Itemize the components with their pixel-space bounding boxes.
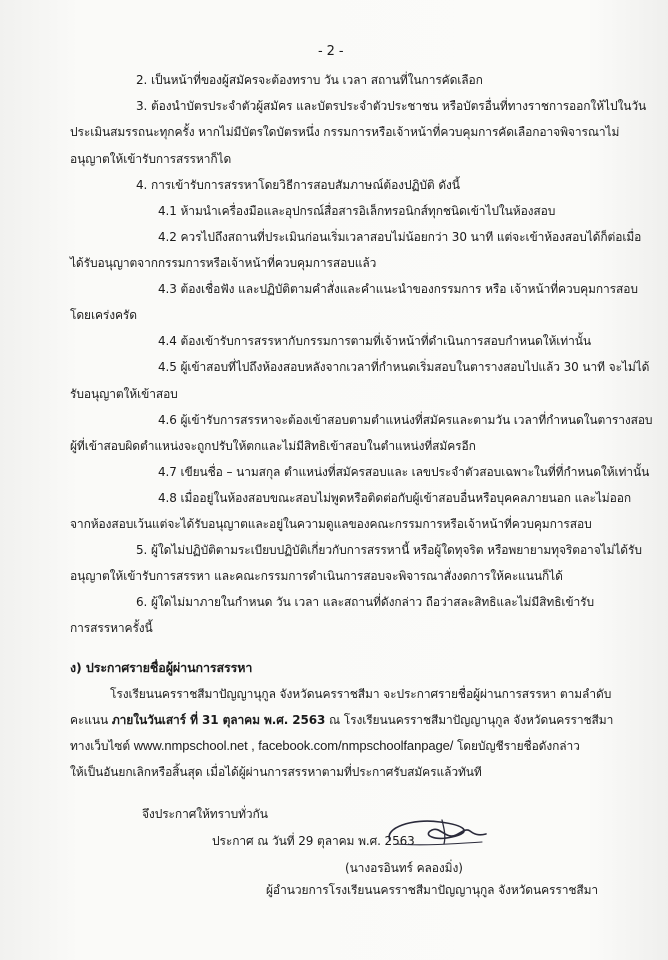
item-6-line-2: การสรรหาครั้งนี้ xyxy=(70,621,153,635)
item-4: 4. การเข้ารับการสรรหาโดยวิธีการสอบสัมภาษณ์ต้องปฏิบัติ ดังนี้ xyxy=(136,178,460,192)
sub-4-8-line-2: จากห้องสอบเว้นแต่จะได้รับอนุญาตและอยู่ในความดูแลของคณะกรรมการหรือเจ้าหน้าที่ควบคุมการสอบ xyxy=(70,517,592,531)
sub-4-3-line-2: โดยเคร่งครัด xyxy=(70,308,137,322)
section-ng-line-1: โรงเรียนนครราชสีมาปัญญานุกูล จังหวัดนครราชสีมา จะประกาศรายชื่อผู้ผ่านการสรรหา ตามลำดับ xyxy=(110,687,612,701)
closing-notice: จึงประกาศให้ทราบทั่วกัน xyxy=(142,807,268,821)
item-3-line-2: ประเมินสมรรถนะทุกครั้ง หากไม่มีบัตรใดบัตรหนึ่ง กรรมการหรือเจ้าหน้าที่ควบคุมการคัดเลือกอาจพิจารณาไม่ xyxy=(70,125,620,139)
signer-title: ผู้อำนวยการโรงเรียนนครราชสีมาปัญญานุกูล จังหวัดนครราชสีมา xyxy=(266,883,599,897)
item-5-line-1: 5. ผู้ใดไม่ปฏิบัติตามระเบียบปฏิบัติเกี่ยวกับการสรรหานี้ หรือผู้ใดทุจริต หรือพยายามทุจริตอาจไม่ได้รับ xyxy=(136,543,642,557)
section-ng-line-4: ให้เป็นอันยกเลิกหรือสิ้นสุด เมื่อได้ผู้ผ่านการสรรหาตามที่ประกาศรับสมัครแล้วทันที xyxy=(70,765,482,779)
sub-4-5-line-1: 4.5 ผู้เข้าสอบที่ไปถึงห้องสอบหลังจากเวลาที่กำหนดเริ่มสอบในตารางสอบไปแล้ว 30 นาที จะไม่ได้ xyxy=(158,360,650,374)
signature-scribble xyxy=(382,808,492,852)
item-3-line-3: อนุญาตให้เข้ารับการสรรหาก็ได xyxy=(70,152,232,166)
section-ng-line-2-a: คะแนน xyxy=(70,713,112,727)
sub-4-5-line-2: รับอนุญาตให้เข้าสอบ xyxy=(70,387,178,401)
sub-4-3-line-1: 4.3 ต้องเชื่อฟัง และปฏิบัติตามคำสั่งและคำแนะนำของกรรมการ หรือ เจ้าหน้าที่ควบคุมการสอบ xyxy=(158,282,638,296)
item-6-line-1: 6. ผู้ใดไม่มาภายในกำหนด วัน เวลา และสถานที่ดังกล่าว ถือว่าสละสิทธิและไม่มีสิทธิเข้ารับ xyxy=(136,595,595,609)
sub-4-8-line-1: 4.8 เมื่ออยู่ในห้องสอบขณะสอบไม่พูดหรือติดต่อกับผู้เข้าสอบอื่นหรือบุคคลภายนอก และไม่ออก xyxy=(158,491,632,505)
announcement-date-bold: ภายในวันเสาร์ ที่ 31 ตุลาคม พ.ศ. 2563 xyxy=(111,713,326,727)
announcement-date: ประกาศ ณ วันที่ 29 ตุลาคม พ.ศ. 2563 xyxy=(212,834,415,848)
sub-4-1: 4.1 ห้ามนำเครื่องมือและอุปกรณ์สื่อสารอิเล็กทรอนิกส์ทุกชนิดเข้าไปในห้องสอบ xyxy=(158,204,556,218)
website-link[interactable]: www.nmpschool.net , facebook.com/nmpschoolfanpage/ xyxy=(133,738,454,753)
item-5-line-2: อนุญาตให้เข้ารับการสรรหา และคณะกรรมการดำเนินการสอบจะพิจารณาสั่งงดการให้คะแนนก็ได้ xyxy=(70,569,563,583)
page-number: - 2 - xyxy=(318,44,344,59)
signer-name: (นางอรอินทร์ คลองมิ่ง) xyxy=(345,861,463,875)
sub-4-7: 4.7 เขียนชื่อ – นามสกุล ตำแหน่งที่สมัครสอบและ เลขประจำตัวสอบเฉพาะในที่ที่กำหนดให้เท่านั้น xyxy=(158,465,650,479)
sub-4-4: 4.4 ต้องเข้ารับการสรรหากับกรรมการตามที่เจ้าหน้าที่ดำเนินการสอบกำหนดให้เท่านั้น xyxy=(158,334,591,348)
item-3-line-1: 3. ต้องนำบัตรประจำตัวผู้สมัคร และบัตรประจำตัวประชาชน หรือบัตรอื่นที่ทางราชการออกให้ไปในวัน xyxy=(136,99,647,113)
section-ng-line-3-b: โดยบัญชีรายชื่อดังกล่าว xyxy=(453,739,580,753)
sub-4-6-line-1: 4.6 ผู้เข้ารับการสรรหาจะต้องเข้าสอบตามตำแหน่งที่สมัครและตามวัน เวลาที่กำหนดในตารางสอบ xyxy=(158,413,653,427)
sub-4-2-line-2: ได้รับอนุญาตจากกรรมการหรือเจ้าหน้าที่ควบคุมการสอบแล้ว xyxy=(70,256,377,270)
section-ng-line-2-c: ณ โรงเรียนนครราชสีมาปัญญานุกูล จังหวัดนครราชสีมา xyxy=(325,713,614,727)
section-ng-line-2 xyxy=(70,712,613,728)
section-ng-heading: ง) ประกาศรายชื่อผู้ผ่านการสรรหา xyxy=(70,660,253,675)
sub-4-2-line-1: 4.2 ควรไปถึงสถานที่ประเมินก่อนเริ่มเวลาสอบไม่น้อยกว่า 30 นาที แต่จะเข้าห้องสอบได้ก็ต่อเมื่อ xyxy=(158,230,642,244)
section-ng-line-3-a: ทางเว็บไซต์ xyxy=(70,739,134,753)
item-2: 2. เป็นหน้าที่ของผู้สมัครจะต้องทราบ วัน เวลา สถานที่ในการคัดเลือก xyxy=(136,73,483,87)
sub-4-6-line-2: ผู้ที่เข้าสอบผิดตำแหน่งจะถูกปรับให้ตกและไม่มีสิทธิเข้าสอบในตำแหน่งที่สมัครอีก xyxy=(70,439,476,453)
section-ng-line-3 xyxy=(70,738,580,754)
